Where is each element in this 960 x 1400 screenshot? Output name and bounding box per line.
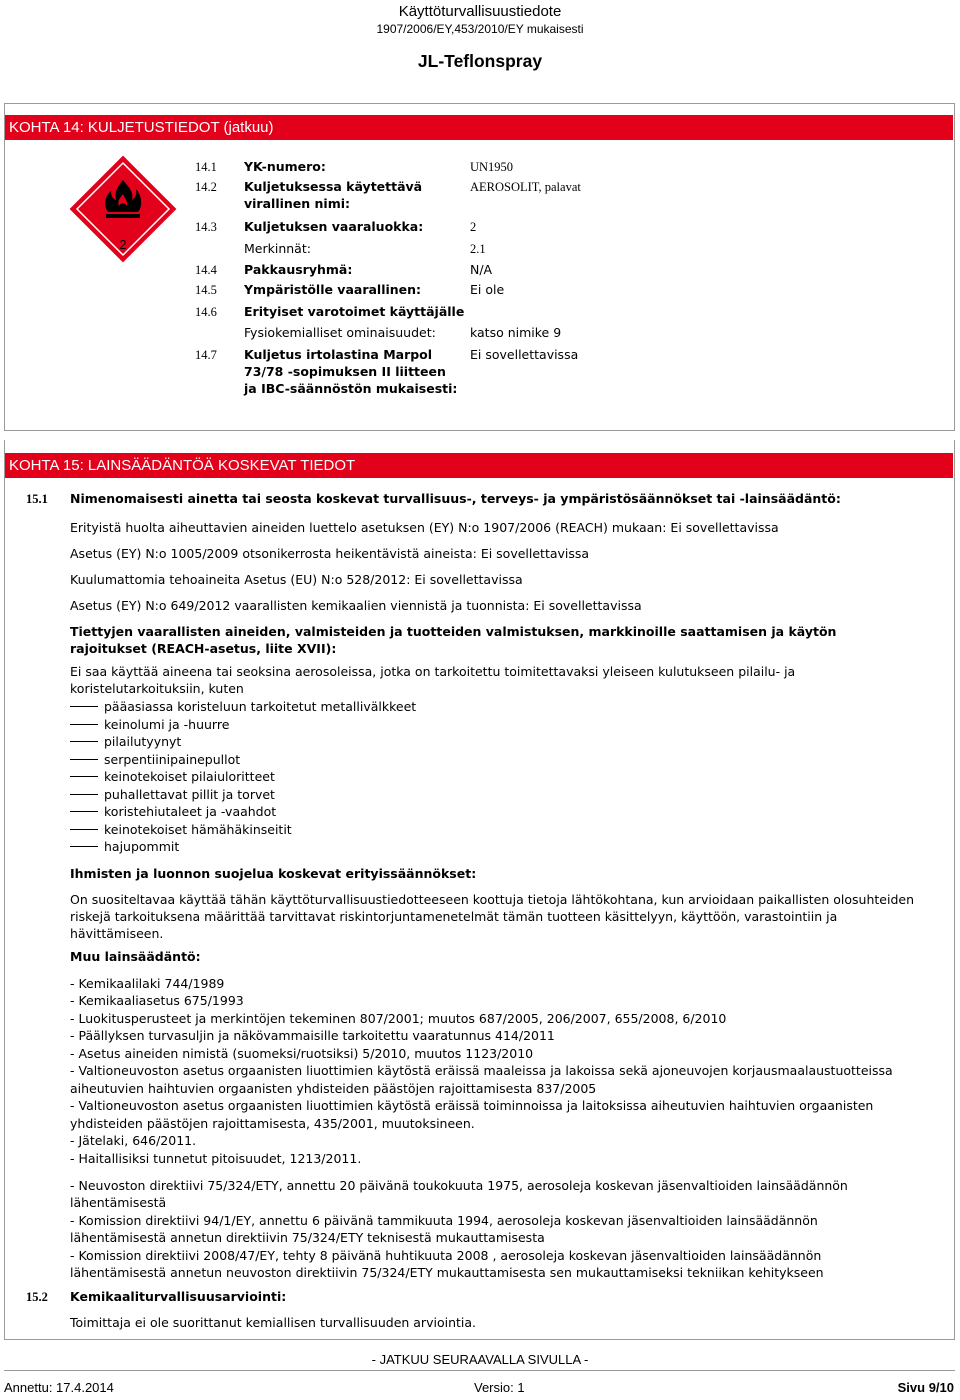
row-physchem-value: katso nimike 9 [470,325,562,340]
pictogram-class-number: 2 [119,237,127,252]
directive-item: lähentämisestä annetun neuvoston direktiivin 75/324/ETY mukauttamisesta sen mukauttamiseksi tekniikan kehitykseen [70,1265,824,1280]
law-item: - Jätelaki, 646/2011. [70,1133,197,1148]
row-markings-label: Merkinnät: [244,241,311,256]
row-14-3-label: Kuljetuksen vaaraluokka: [244,219,424,234]
law-item: - Haitallisiksi tunnetut pitoisuudet, 1213/2011. [70,1151,362,1166]
subsection-15-2-num: 15.2 [26,1290,48,1304]
row-physchem-label: Fysiokemialliset ominaisuudet: [244,325,436,340]
row-14-4-value: N/A [470,262,493,277]
regulation-subtitle: 1907/2006/EY,453/2010/EY mukaisesti [376,22,584,36]
row-14-2-label-2: virallinen nimi: [244,196,351,211]
subsection-15-2-title: Kemikaaliturvallisuusarviointi: [70,1289,287,1304]
section15-heading: KOHTA 15: LAINSÄÄDÄNTÖÄ KOSKEVAT TIEDOT [5,453,953,478]
law-item: - Kemikaaliasetus 675/1993 [70,993,244,1008]
list-item: serpentiinipainepullot [70,751,240,768]
directive-item: lähentämisestä annetun direktiivin 75/324/ETY teknisestä mukauttamisesta [70,1230,545,1245]
flammable-gas-pictogram [68,154,178,264]
row-14-2-num: 14.2 [195,180,217,194]
subsection-15-1-title: Nimenomaisesti ainetta tai seosta koskevat turvallisuus-, terveys- ja ympäristösäännökset tai -lainsäädäntö: [70,491,841,506]
list-item: keinolumi ja -huurre [70,716,229,733]
law-item: yhdisteiden päästöjen rajoittamisesta, 435/2001, muutoksineen. [70,1116,475,1131]
list-item: pääasiassa koristeluun tarkoitetut metallivälkkeet [70,698,416,715]
list-item: keinotekoiset hämähäkinseitit [70,821,292,838]
protection-title: Ihmisten ja luonnon suojelua koskevat erityissäännökset: [70,866,477,881]
row-14-7-value: Ei sovellettavissa [470,347,579,362]
row-14-2-value: AEROSOLIT, palavat [470,180,581,194]
row-14-6-label: Erityiset varotoimet käyttäjälle [244,304,465,319]
row-14-5-num: 14.5 [195,283,217,297]
reg-line: Erityistä huolta aiheuttavien aineiden luettelo asetuksen (EY) N:o 1907/2006 (REACH) mukaan: Ei sovellettavissa [70,520,779,535]
page-number: Sivu 9/10 [897,1380,954,1395]
row-14-4-label: Pakkausryhmä: [244,262,353,277]
row-14-4-num: 14.4 [195,263,217,277]
restrictions-title: Tiettyjen vaarallisten aineiden, valmisteiden ja tuotteiden valmistuksen, markkinoille saattamisen ja käytön [70,624,837,639]
restrictions-text: Ei saa käyttää aineena tai seoksina aerosoleissa, jotka on tarkoitettu toimitettavaksi yleiseen kulutukseen pilailu- ja [70,664,796,679]
document-title: Käyttöturvallisuustiedote [398,3,562,20]
row-14-6-num: 14.6 [195,305,217,319]
row-14-7-num: 14.7 [195,348,217,362]
protection-text-cont: riskejä tarkoituksena määrittää tarvittavat riskintorjuntamenetelmät tämän tuotteen käsittelyyn, käyttöön, varastointiin ja [70,909,838,924]
restrictions-title-cont: rajoitukset (REACH-asetus, liite XVII): [70,641,337,656]
reg-line: Kuulumattomia tehoaineita Asetus (EU) N:o 528/2012: Ei sovellettavissa [70,572,523,587]
list-item: hajupommit [70,838,179,855]
row-14-1-num: 14.1 [195,160,217,174]
directive-item: lähentämisestä [70,1195,167,1210]
reg-line: Asetus (EY) N:o 649/2012 vaarallisten kemikaalien viennistä ja tuonnista: Ei sovellettavissa [70,598,642,613]
row-14-5-value: Ei ole [470,282,505,297]
protection-text: On suositeltavaa käyttää tähän käyttöturvallisuustiedotteeseen koottuja tietoja lähtökohtana, kun arvioidaan paikallisten olosuhteiden [70,892,914,907]
continues-notice: - JATKUU SEURAAVALLA SIVULLA - [371,1352,589,1367]
footer-divider [4,1370,955,1371]
row-14-7-label-3: ja IBC-säännöstön mukaisesti: [244,381,458,396]
product-name: JL-Teflonspray [417,51,543,71]
assessment-text: Toimittaja ei ole suorittanut kemiallisen turvallisuuden arviointia. [70,1315,476,1330]
list-item: puhallettavat pillit ja torvet [70,786,275,803]
restrictions-text-cont: koristelutarkoituksiin, kuten [70,681,244,696]
issued-date: Annettu: 17.4.2014 [4,1380,114,1395]
version: Versio: 1 [474,1380,525,1395]
row-14-7-label-2: 73/78 -sopimuksen II liitteen [244,364,446,379]
directive-item: - Neuvoston direktiivi 75/324/ETY, annettu 20 päivänä toukokuuta 1975, aerosoleja koskevan jäsenvaltioiden lainsäädännön [70,1178,848,1193]
law-item: - Päällyksen turvasuljin ja näkövammaisille tarkoitettu vaaratunnus 414/2011 [70,1028,555,1043]
law-item: - Valtioneuvoston asetus orgaanisten liuottimien käytöstä eräissä maaleissa ja lakoissa sekä ajoneuvojen korjausmaalaustuotteissa [70,1063,893,1078]
row-14-7-label-1: Kuljetus irtolastina Marpol [244,347,433,362]
law-item: - Luokitusperusteet ja merkintöjen tekeminen 807/2001; muutos 687/2005, 206/2007, 655/2008, 6/2010 [70,1011,727,1026]
list-item: koristehiutaleet ja -vaahdot [70,803,276,820]
section14-heading: KOHTA 14: KULJETUSTIEDOT (jatkuu) [5,115,953,140]
protection-text-cont: hävittämiseen. [70,926,164,941]
list-item: keinotekoiset pilaiuloritteet [70,768,275,785]
reg-line: Asetus (EY) N:o 1005/2009 otsonikerrosta heikentävistä aineista: Ei sovellettavissa [70,546,590,561]
other-legislation-title: Muu lainsäädäntö: [70,949,201,964]
row-markings-value: 2.1 [470,242,486,256]
row-14-3-value: 2 [470,220,477,234]
row-14-3-num: 14.3 [195,220,217,234]
list-item: pilailutyynyt [70,733,181,750]
row-14-2-label-1: Kuljetuksessa käytettävä [244,179,423,194]
directive-item: - Komission direktiivi 94/1/EY, annettu 6 päivänä tammikuuta 1994, aerosoleja koskevan jäsenvaltioiden lainsäädännön [70,1213,818,1228]
law-item: - Kemikaalilaki 744/1989 [70,976,225,991]
row-14-5-label: Ympäristölle vaarallinen: [244,282,422,297]
row-14-1-value: UN1950 [470,160,514,174]
law-item: - Valtioneuvoston asetus orgaanisten liuottimien käytöstä eräissä toiminnoissa ja laitoksissa aiheutuvien haihtuvien orgaanisten [70,1098,874,1113]
law-item: - Asetus aineiden nimistä (suomeksi/ruotsiksi) 5/2010, muutos 1123/2010 [70,1046,534,1061]
row-14-1-label: YK-numero: [244,159,326,174]
subsection-15-1-num: 15.1 [26,492,48,506]
directive-item: - Komission direktiivi 2008/47/EY, tehty 8 päivänä huhtikuuta 2008 , aerosoleja koskevan jäsenvaltioiden lainsäädännön [70,1248,822,1263]
law-item: aiheutuvien haihtuvien orgaanisten yhdisteiden päästöjen rajoittamisesta 837/2005 [70,1081,597,1096]
